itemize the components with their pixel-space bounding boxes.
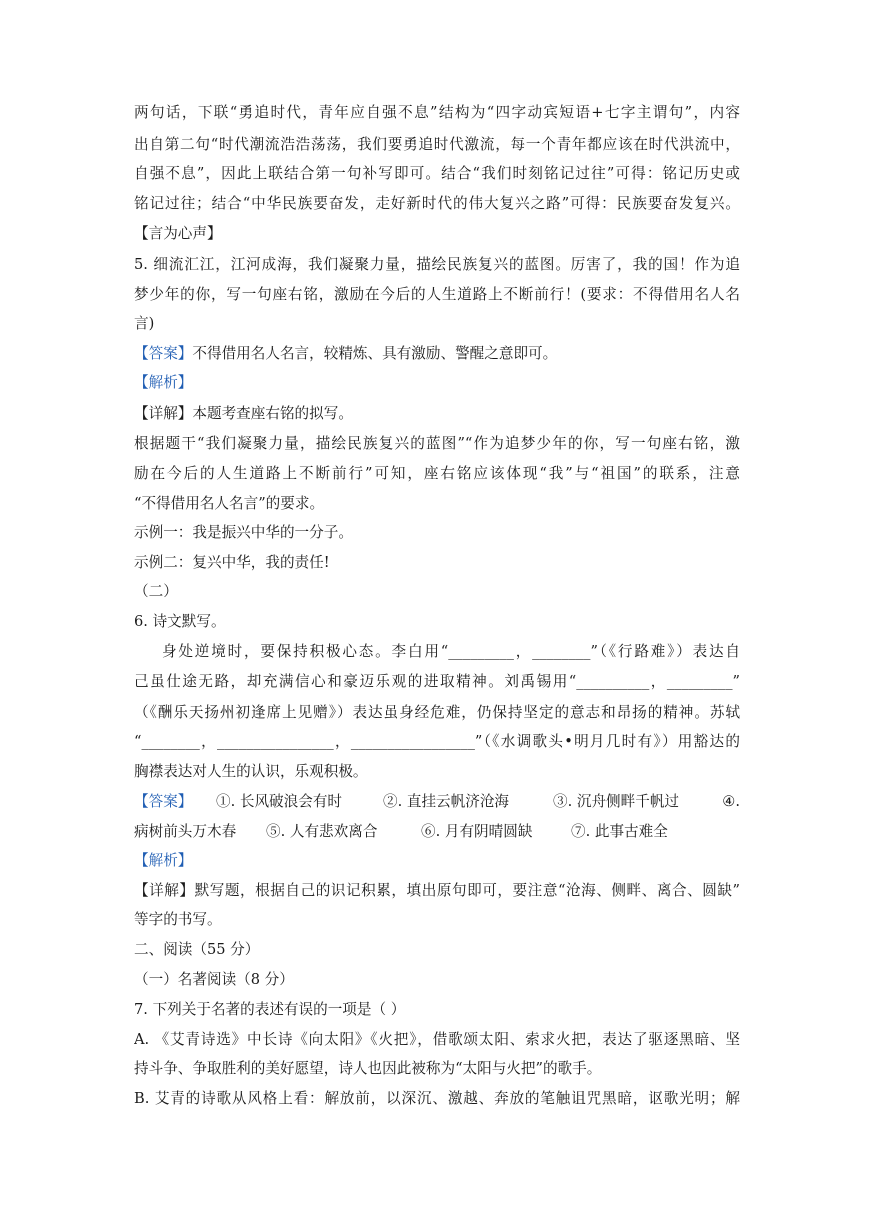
- q6-answer-5: ⑤. 人有悲欢离合: [266, 823, 378, 840]
- q5-explain-line-3: “不得借用名人名言”的要求。: [134, 495, 325, 512]
- q4-explain-line-1: 两句话，下联“勇追时代，青年应自强不息”结构为“四字动宾短语+七字主谓句”，内容: [134, 104, 740, 121]
- q6-answer-6: ⑥. 月有阴晴圆缺: [421, 823, 533, 840]
- q6-title: 6. 诗文默写。: [134, 613, 226, 630]
- q6-answer-row-2: [134, 818, 740, 846]
- q5-example-2: 示例二：复兴中华，我的责任!: [134, 554, 330, 571]
- q5-stem-line-1: 5. 细流汇江，江河成海，我们凝聚力量，描绘民族复兴的蓝图。厉害了，我的国！作为追: [134, 256, 740, 273]
- q7-option-b-line-1: B. 艾青的诗歌从风格上看：解放前，以深沉、激越、奔放的笔触诅咒黑暗，讴歌光明；解: [134, 1090, 740, 1107]
- detail-tag: 【详解】: [134, 405, 193, 422]
- q6-answer-7: ⑦. 此事古难全: [571, 823, 668, 840]
- q5-explain-line-1: 根据题干“我们凝聚力量，描绘民族复兴的蓝图”“作为追梦少年的你，写一句座右铭，激: [134, 435, 740, 452]
- detail-tag: 【详解】: [134, 882, 195, 899]
- q5-explain-line-2: 励在今后的人生道路上不断前行”可知，座右铭应该体现“我”与“祖国”的联系，注意: [134, 465, 740, 482]
- answer-tag: 【答案】: [134, 793, 193, 810]
- part-2-heading: （二）: [134, 583, 178, 600]
- q6-analysis-tag: 【解析】: [134, 852, 193, 869]
- q6-answer-row-1: [134, 788, 740, 816]
- q5-detail-text: 本题考查座右铭的拟写。: [192, 405, 353, 422]
- q5-answer: [134, 340, 740, 368]
- answer-tag: 【答案】: [134, 345, 193, 362]
- q6-answer-3: ③. 沉舟侧畔千帆过: [553, 793, 680, 810]
- section-2-1-heading: （一）名著阅读（8 分）: [134, 971, 294, 988]
- q6-answer-1: ①. 长风破浪会有时: [216, 793, 343, 810]
- q6-answer-4-number: ④.: [722, 793, 740, 810]
- q6-answer-4-text: 病树前头万木春: [134, 823, 237, 840]
- q5-detail: [134, 400, 740, 428]
- q4-explain-line-2: 出自第二句“时代潮流浩浩荡荡，我们要勇追时代激流，每一个青年都应该在时代洪流中，: [134, 136, 740, 153]
- q6-answer-2: ②. 直挂云帆济沧海: [383, 793, 510, 810]
- q5-stem-line-2: 梦少年的你，写一句座右铭，激励在今后的人生道路上不断前行！(要求：不得借用名人名: [134, 286, 740, 303]
- q7-option-a-line-2: 持斗争、争取胜利的美好愿望，诗人也因此被称为“太阳与火把”的歌手。: [134, 1060, 602, 1077]
- q7-option-a-line-1: A. 《艾青诗选》中长诗《向太阳》《火把》，借歌颂太阳、索求火把，表达了驱逐黑暗、坚: [134, 1031, 740, 1048]
- q6-detail-line-1: [134, 877, 740, 905]
- q4-explain-line-4: 铭记过往；结合“中华民族要奋发，走好新时代的伟大复兴之路”可得：民族要奋发复兴。: [134, 195, 740, 212]
- q5-answer-text: 不得借用名人名言，较精炼、具有激励、警醒之意即可。: [192, 345, 558, 362]
- q5-stem-line-3: 言): [134, 315, 155, 332]
- q6-passage-line-4: “________，________________，_________________”（《水调歌头•明月几时有》）用豁达的: [134, 733, 740, 750]
- q6-passage-line-5: 胸襟表达对人生的认识，乐观积极。: [134, 763, 368, 780]
- q4-explain-line-3: 自强不息”，因此上联结合第一句补写即可。结合“我们时刻铭记过往”可得：铭记历史或: [134, 165, 740, 182]
- q5-example-1: 示例一：我是振兴中华的一分子。: [134, 524, 353, 541]
- q6-detail-line-2: 等字的书写。: [134, 911, 222, 928]
- q6-passage-line-1: 身处逆境时，要保持积极心态。李白用“_________，________”（《行路难》）表达自: [162, 643, 740, 660]
- q5-analysis-tag: 【解析】: [134, 374, 193, 391]
- section-2-heading: 二、阅读（55 分）: [134, 941, 260, 958]
- q6-passage-line-2: 己虽仕途无路，却充满信心和豪迈乐观的进取精神。刘禹锡用“__________，_________”: [134, 673, 740, 690]
- q6-detail-text-1: 默写题，根据自己的识记积累，填出原句即可，要注意“沧海、侧畔、离合、圆缺”: [194, 882, 740, 899]
- q7-stem: 7. 下列关于名著的表述有误的一项是（ ）: [134, 1001, 406, 1018]
- section-heading-voice: 【言为心声】: [134, 225, 222, 242]
- q6-passage-line-3: （《酬乐天扬州初逢席上见赠》）表达虽身经危难，仍保持坚定的意志和昂扬的精神。苏轼: [134, 704, 740, 721]
